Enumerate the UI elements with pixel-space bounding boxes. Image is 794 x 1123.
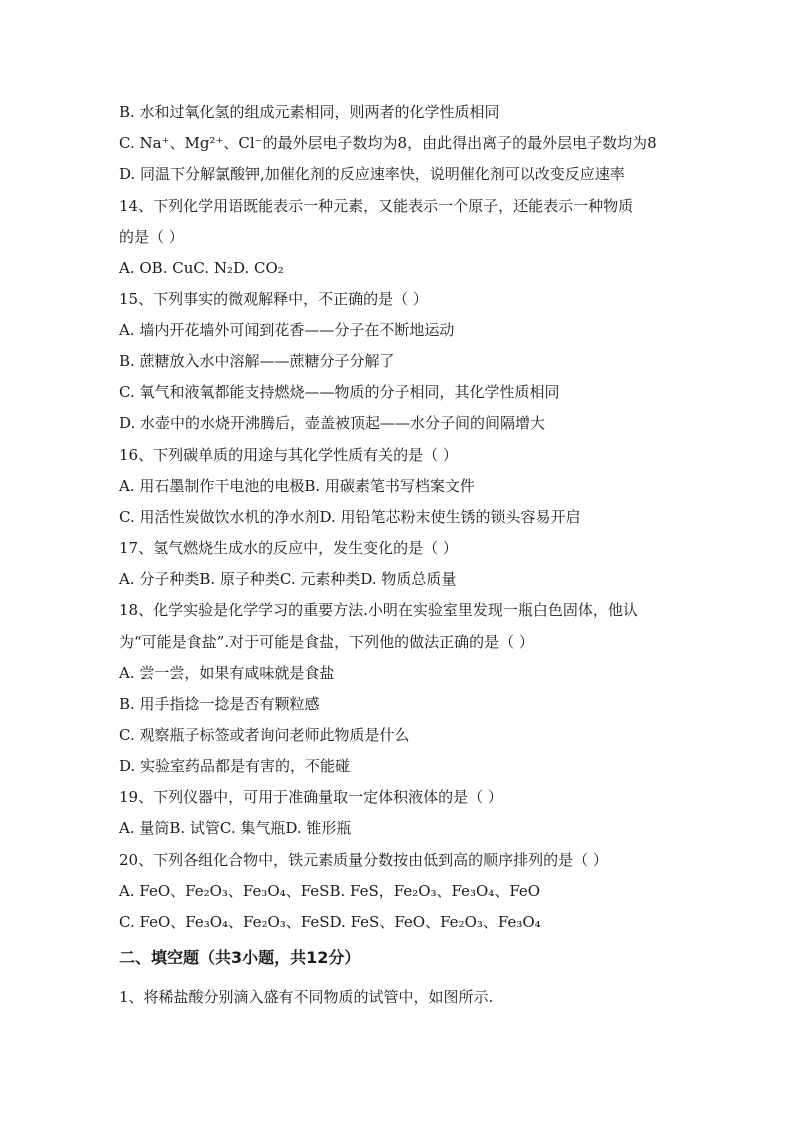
question-17: 17、氢气燃烧生成水的反应中，发生变化的是（ ） xyxy=(119,539,458,557)
question-18-cont: 为“可能是食盐”.对于可能是食盐，下列他的做法正确的是（ ） xyxy=(119,633,534,651)
question-15: 15、下列事实的微观解释中，不正确的是（ ） xyxy=(119,290,428,308)
option-18b: B. 用手指捻一捻是否有颗粒感 xyxy=(119,695,320,713)
options-14: A. OB. CuC. N₂D. CO₂ xyxy=(119,259,284,277)
question-16: 16、下列碳单质的用途与其化学性质有关的是（ ） xyxy=(119,446,458,464)
options-16cd: C. 用活性炭做饮水机的净水剂D. 用铅笔芯粉末使生锈的锁头容易开启 xyxy=(119,508,581,526)
question-14: 14、下列化学用语既能表示一种元素，又能表示一个原子，还能表示一种物质 xyxy=(119,197,634,215)
question-20: 20、下列各组化合物中，铁元素质量分数按由低到高的顺序排列的是（ ） xyxy=(119,851,608,869)
option-18d: D. 实验室药品都是有害的，不能碰 xyxy=(119,757,351,775)
options-17: A. 分子种类B. 原子种类C. 元素种类D. 物质总质量 xyxy=(119,570,457,588)
options-19: A. 量筒B. 试管C. 集气瓶D. 锥形瓶 xyxy=(119,819,352,837)
question-19: 19、下列仪器中，可用于准确量取一定体积液体的是（ ） xyxy=(119,788,503,806)
option-13b: B. 水和过氧化氢的组成元素相同，则两者的化学性质相同 xyxy=(119,103,500,121)
option-13c: C. Na⁺、Mg²⁺、Cl⁻的最外层电子数均为8，由此得出离子的最外层电子数均为8 xyxy=(119,134,657,152)
section-title: 二、填空题（共3小题，共12分） xyxy=(119,948,361,967)
options-20ab: A. FeO、Fe₂O₃、Fe₃O₄、FeSB. FeS，Fe₂O₃、Fe₃O₄、FeO xyxy=(119,882,541,900)
option-18c: C. 观察瓶子标签或者询问老师此物质是什么 xyxy=(119,726,410,744)
option-15d: D. 水壶中的水烧开沸腾后，壶盖被顶起——水分子间的间隔增大 xyxy=(119,414,546,432)
option-15a: A. 墙内开花墙外可闻到花香——分子在不断地运动 xyxy=(119,321,455,339)
option-13d: D. 同温下分解氯酸钾,加催化剂的反应速率快，说明催化剂可以改变反应速率 xyxy=(119,165,625,183)
question-14-cont: 的是（ ） xyxy=(119,228,184,246)
option-15b: B. 蔗糖放入水中溶解——蔗糖分子分解了 xyxy=(119,352,395,370)
question-fill-1: 1、将稀盐酸分别滴入盛有不同物质的试管中，如图所示. xyxy=(119,988,494,1006)
options-20cd: C. FeO、Fe₃O₄、Fe₂O₃、FeSD. FeS、FeO、Fe₂O₃、Fe₃O₄ xyxy=(119,913,541,931)
option-15c: C. 氧气和液氧都能支持燃烧——物质的分子相同，其化学性质相同 xyxy=(119,383,560,401)
question-18: 18、化学实验是化学学习的重要方法.小明在实验室里发现一瓶白色固体，他认 xyxy=(119,601,638,619)
options-16ab: A. 用石墨制作干电池的电极B. 用碳素笔书写档案文件 xyxy=(119,477,475,495)
option-18a: A. 尝一尝，如果有咸味就是食盐 xyxy=(119,664,335,682)
